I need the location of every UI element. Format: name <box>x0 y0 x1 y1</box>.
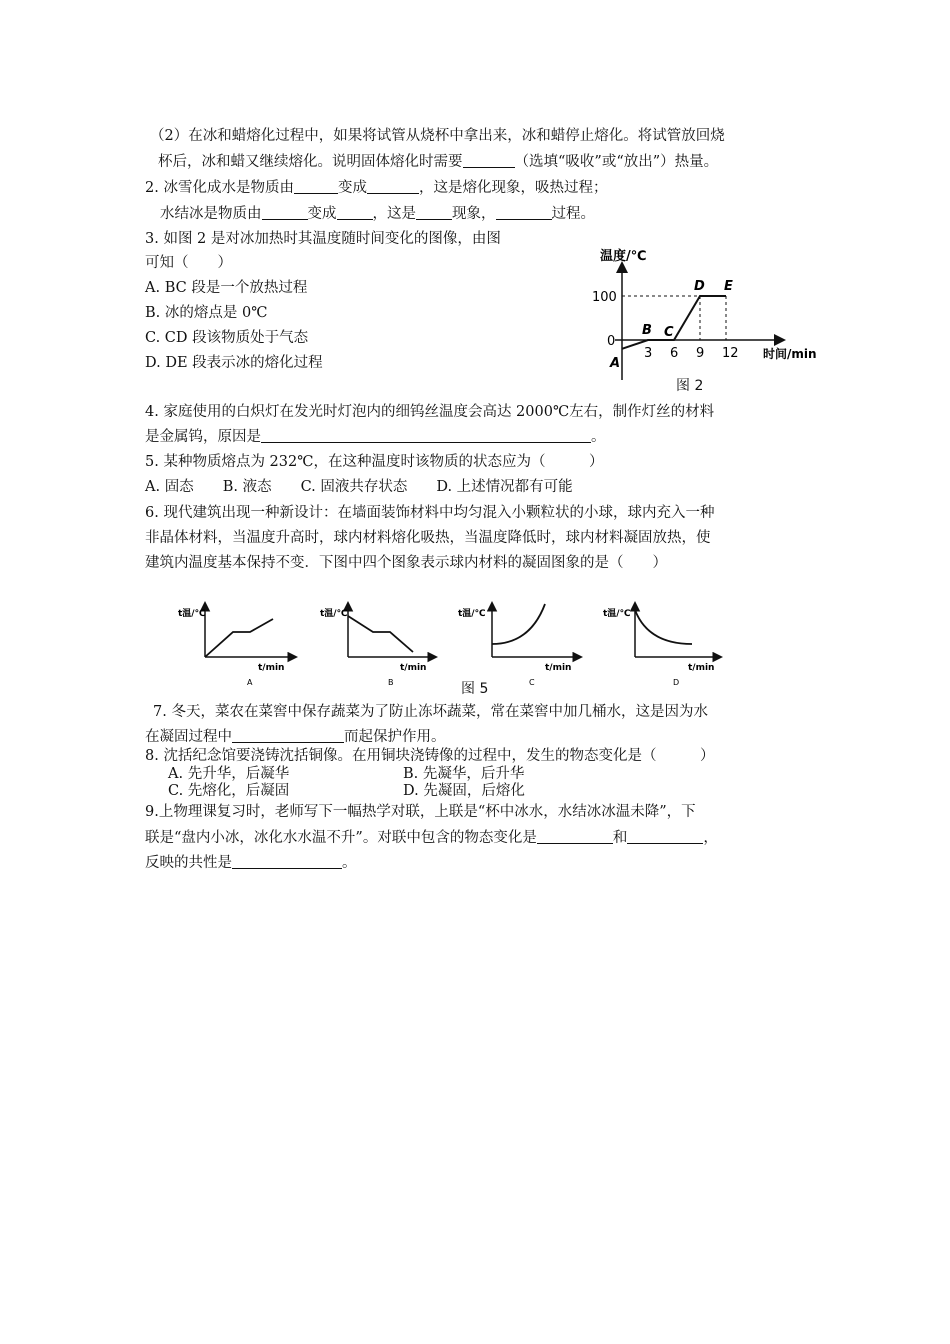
panel-a-label: A <box>247 678 253 687</box>
panel-b-x-label: t/min <box>400 663 427 673</box>
figure5-panel-a[interactable] <box>178 604 295 687</box>
q9-line1: 9.上物理课复习时，老师写下一幅热学对联，上联是“杯中冰水，水结冰冰温未降”，下 <box>145 804 696 820</box>
q9-text: 和 <box>612 830 628 846</box>
q8-stem: 8. 沈括纪念馆要浇铸沈括铜像。在用铜块浇铸像的过程中，发生的物态变化是（ ） <box>145 748 715 764</box>
x-tick-6: 6 <box>670 346 679 361</box>
q6-line1: 6. 现代建筑出现一种新设计：在墙面装饰材料中均匀混入小颗粒状的小球，球内充入一种 <box>145 505 715 521</box>
panel-d-label: D <box>673 678 680 687</box>
point-label-c: C <box>664 325 674 340</box>
q1-text-b: （选填“吸收”或“放出”）热量。 <box>514 154 719 170</box>
q3-option-b[interactable]: B. 冰的熔点是 0℃ <box>145 305 268 321</box>
y-axis-label: 温度/℃ <box>600 249 647 264</box>
q7-line1: 7. 冬天，菜农在菜窖中保存蔬菜为了防止冻坏蔬菜，常在菜窖中加几桶水，这是因为水 <box>153 704 708 720</box>
q2-text: 现象， <box>452 206 496 222</box>
panel-b-y-label: t温/℃ <box>320 609 348 619</box>
q9-text: 联是“盘内小冰，冰化水水温不升”。对联中包含的物态变化是 <box>145 830 537 846</box>
q8-option-b[interactable]: B. 先凝华，后升华 <box>403 766 525 782</box>
q9-text: ， <box>703 830 718 846</box>
q1-line1: （2）在冰和蜡熔化过程中，如果将试管从烧杯中拿出来，冰和蜡停止熔化。将试管放回烧 <box>150 128 725 144</box>
q2-text: 2. 冰雪化成水是物质由 <box>145 180 294 196</box>
q9-blank-2[interactable] <box>627 829 703 844</box>
x-tick-12: 12 <box>722 346 739 361</box>
q3-option-c[interactable]: C. CD 段该物质处于气态 <box>145 330 309 346</box>
point-label-d: D <box>694 279 705 294</box>
q7-text: 在凝固过程中 <box>145 729 232 745</box>
q7-line2 <box>145 727 446 747</box>
y-tick-0: 0 <box>607 334 616 349</box>
q2-blank-3[interactable] <box>262 205 308 220</box>
q2-blank-6[interactable] <box>496 205 552 220</box>
q3-option-a[interactable]: A. BC 段是一个放热过程 <box>145 280 308 296</box>
panel-d-x-label: t/min <box>688 663 715 673</box>
q7-blank[interactable] <box>232 728 344 743</box>
q6-line3: 建筑内温度基本保持不变．下图中四个图象表示球内材料的凝固图象的是（ ） <box>145 555 667 571</box>
figure2-caption: 图 2 <box>676 378 704 394</box>
y-tick-100: 100 <box>592 290 617 305</box>
x-axis-label: 时间/min <box>763 347 817 361</box>
figure5-panel-b[interactable] <box>320 604 435 687</box>
q6-line2: 非晶体材料，当温度升高时，球内材料熔化吸热，当温度降低时，球内材料凝固放热，使 <box>145 530 711 546</box>
q4-line2 <box>145 427 606 447</box>
q3-stem-line1: 3. 如图 2 是对冰加热时其温度随时间变化的图像，由图 <box>145 231 501 247</box>
panel-c-x-label: t/min <box>545 663 572 673</box>
panel-a-x-label: t/min <box>258 663 285 673</box>
x-tick-3: 3 <box>644 346 653 361</box>
q9-line3 <box>145 853 357 873</box>
q2-line2 <box>160 204 595 224</box>
q9-text: 反映的共性是 <box>145 855 232 871</box>
q2-text: 变成 <box>337 180 367 196</box>
panel-d-y-label: t温/℃ <box>603 609 631 619</box>
panel-a-y-label: t温/℃ <box>178 609 206 619</box>
q8-option-a[interactable]: A. 先升华，后凝华 <box>168 766 290 782</box>
q8-option-c[interactable]: C. 先熔化，后凝固 <box>168 783 290 799</box>
q2-text: 变成 <box>307 206 337 222</box>
figure5-panel-c[interactable] <box>458 604 580 687</box>
q2-blank-2[interactable] <box>367 179 419 194</box>
x-tick-9: 9 <box>696 346 705 361</box>
q9-blank-1[interactable] <box>537 829 613 844</box>
q4-text: 是金属钨，原因是 <box>145 429 261 445</box>
q7-text: 而起保护作用。 <box>344 729 446 745</box>
q1-text-a: 杯后，冰和蜡又继续熔化。说明固体熔化时需要 <box>158 154 463 170</box>
q2-text: 过程。 <box>551 206 595 222</box>
q3-option-d[interactable]: D. DE 段表示冰的熔化过程 <box>145 355 323 371</box>
q4-text: 。 <box>591 429 606 445</box>
figure5-caption: 图 5 <box>461 681 489 697</box>
figure2-chart <box>592 240 820 390</box>
point-label-a: A <box>610 355 621 371</box>
q2-blank-4[interactable] <box>337 205 373 220</box>
panel-c-label: C <box>529 678 535 687</box>
temperature-series-line <box>622 296 726 349</box>
q9-blank-3[interactable] <box>232 854 342 869</box>
point-label-b: B <box>642 323 652 338</box>
q9-line2 <box>145 828 718 848</box>
q9-text: 。 <box>342 855 357 871</box>
q5-options[interactable]: A. 固态 B. 液态 C. 固液共存状态 D. 上述情况都有可能 <box>145 479 573 495</box>
q2-text: ，这是熔化现象，吸热过程； <box>418 180 608 196</box>
figure5 <box>170 594 730 689</box>
q1-line2 <box>158 152 718 172</box>
point-label-e: E <box>724 279 733 294</box>
q4-blank[interactable] <box>261 428 591 443</box>
q1-blank[interactable] <box>463 153 515 168</box>
q3-stem-line2: 可知（ ） <box>145 255 232 271</box>
q2-blank-5[interactable] <box>416 205 452 220</box>
q5-stem: 5. 某种物质熔点为 232℃，在这种温度时该物质的状态应为（ ） <box>145 454 604 470</box>
q2-line1 <box>145 178 607 198</box>
q2-text: ，这是 <box>372 206 416 222</box>
figure5-panel-d[interactable] <box>603 604 720 687</box>
q4-line1: 4. 家庭使用的白炽灯在发光时灯泡内的细钨丝温度会高达 2000℃左右，制作灯丝的材料 <box>145 404 715 420</box>
q8-option-d[interactable]: D. 先凝固，后熔化 <box>403 783 525 799</box>
q2-text: 水结冰是物质由 <box>160 206 262 222</box>
q2-blank-1[interactable] <box>294 179 338 194</box>
panel-b-label: B <box>388 678 394 687</box>
panel-c-y-label: t温/℃ <box>458 609 486 619</box>
